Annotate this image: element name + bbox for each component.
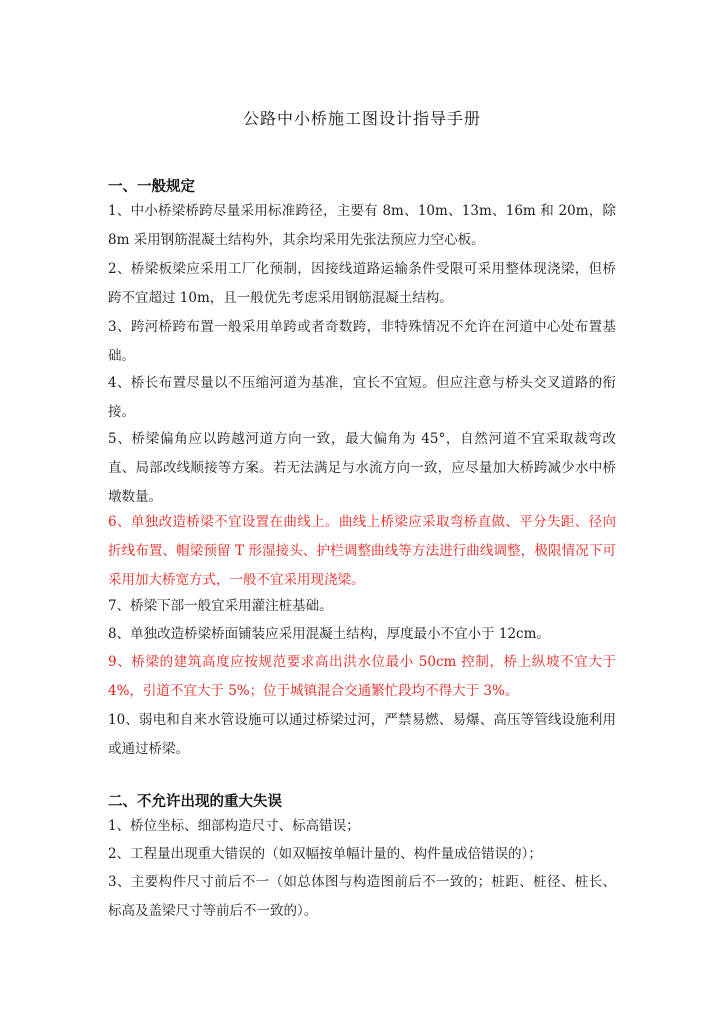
section-heading-major-errors: 二、不允许出现的重大失误 [108, 794, 282, 810]
rule-item-4: 4、桥长布置尽量以不压缩河道为基准，宜长不宜短。但应注意与桥头交叉道路的衔接。 [108, 375, 616, 420]
section-heading-general-rules: 一、一般规定 [108, 179, 195, 195]
rule-item-5: 5、桥梁偏角应以跨越河道方向一致，最大偏角为 45°，自然河道不宜采取裁弯改直、局部改线顺接等方案。若无法满足与水流方向一致，应尽量加大桥跨减少水中桥墩数量。 [108, 431, 616, 505]
document-title: 公路中小桥施工图设计指导手册 [242, 109, 481, 128]
rule-item-7: 7、桥梁下部一般宜采用灌注桩基础。 [108, 598, 333, 614]
rule-item-3: 3、跨河桥跨布置一般采用单跨或者奇数跨，非特殊情况不允许在河道中心处布置基础。 [108, 319, 616, 364]
rule-item-2: 2、桥梁板梁应采用工厂化预制，因接线道路运输条件受限可采用整体现浇梁，但桥跨不宜超过 10m，且一般优先考虑采用钢筋混凝土结构。 [108, 261, 616, 306]
rule-item-6: 6、单独改造桥梁不宜设置在曲线上。曲线上桥梁应采取弯桥直做、平分失距、径向折线布置、帽梁预留 T 形湿接头、护栏调整曲线等方法进行曲线调整，极限情况下可采用加大桥宽方式，一般不宜采用现浇梁。 [108, 514, 616, 588]
rule-item-1: 1、中小桥梁桥跨尽量采用标准跨径，主要有 8m、10m、13m、16m 和 20m，除 8m 采用钢筋混凝土结构外，其余均采用先张法预应力空心板。 [108, 203, 616, 248]
error-item-1: 1、桥位坐标、细部构造尺寸、标高错误； [108, 818, 360, 834]
rule-item-8: 8、单独改造桥梁桥面铺装应采用混凝土结构，厚度最小不宜小于 12cm。 [108, 626, 550, 642]
error-item-3: 3、主要构件尺寸前后不一（如总体图与构造图前后不一致的；桩距、桩径、桩长、标高及盖梁尺寸等前后不一致的）。 [108, 874, 616, 919]
rule-item-10: 10、弱电和自来水管设施可以通过桥梁过河，严禁易燃、易爆、高压等管线设施利用或通过桥梁。 [108, 712, 616, 757]
rule-item-9: 9、桥梁的建筑高度应按规范要求高出洪水位最小 50cm 控制，桥上纵坡不宜大于 4%，引道不宜大于 5%；位于城镇混合交通繁忙段均不得大于 3%。 [108, 654, 616, 699]
error-item-2: 2、工程量出现重大错误的（如双幅按单幅计量的、构件量成倍错误的）； [108, 846, 542, 862]
